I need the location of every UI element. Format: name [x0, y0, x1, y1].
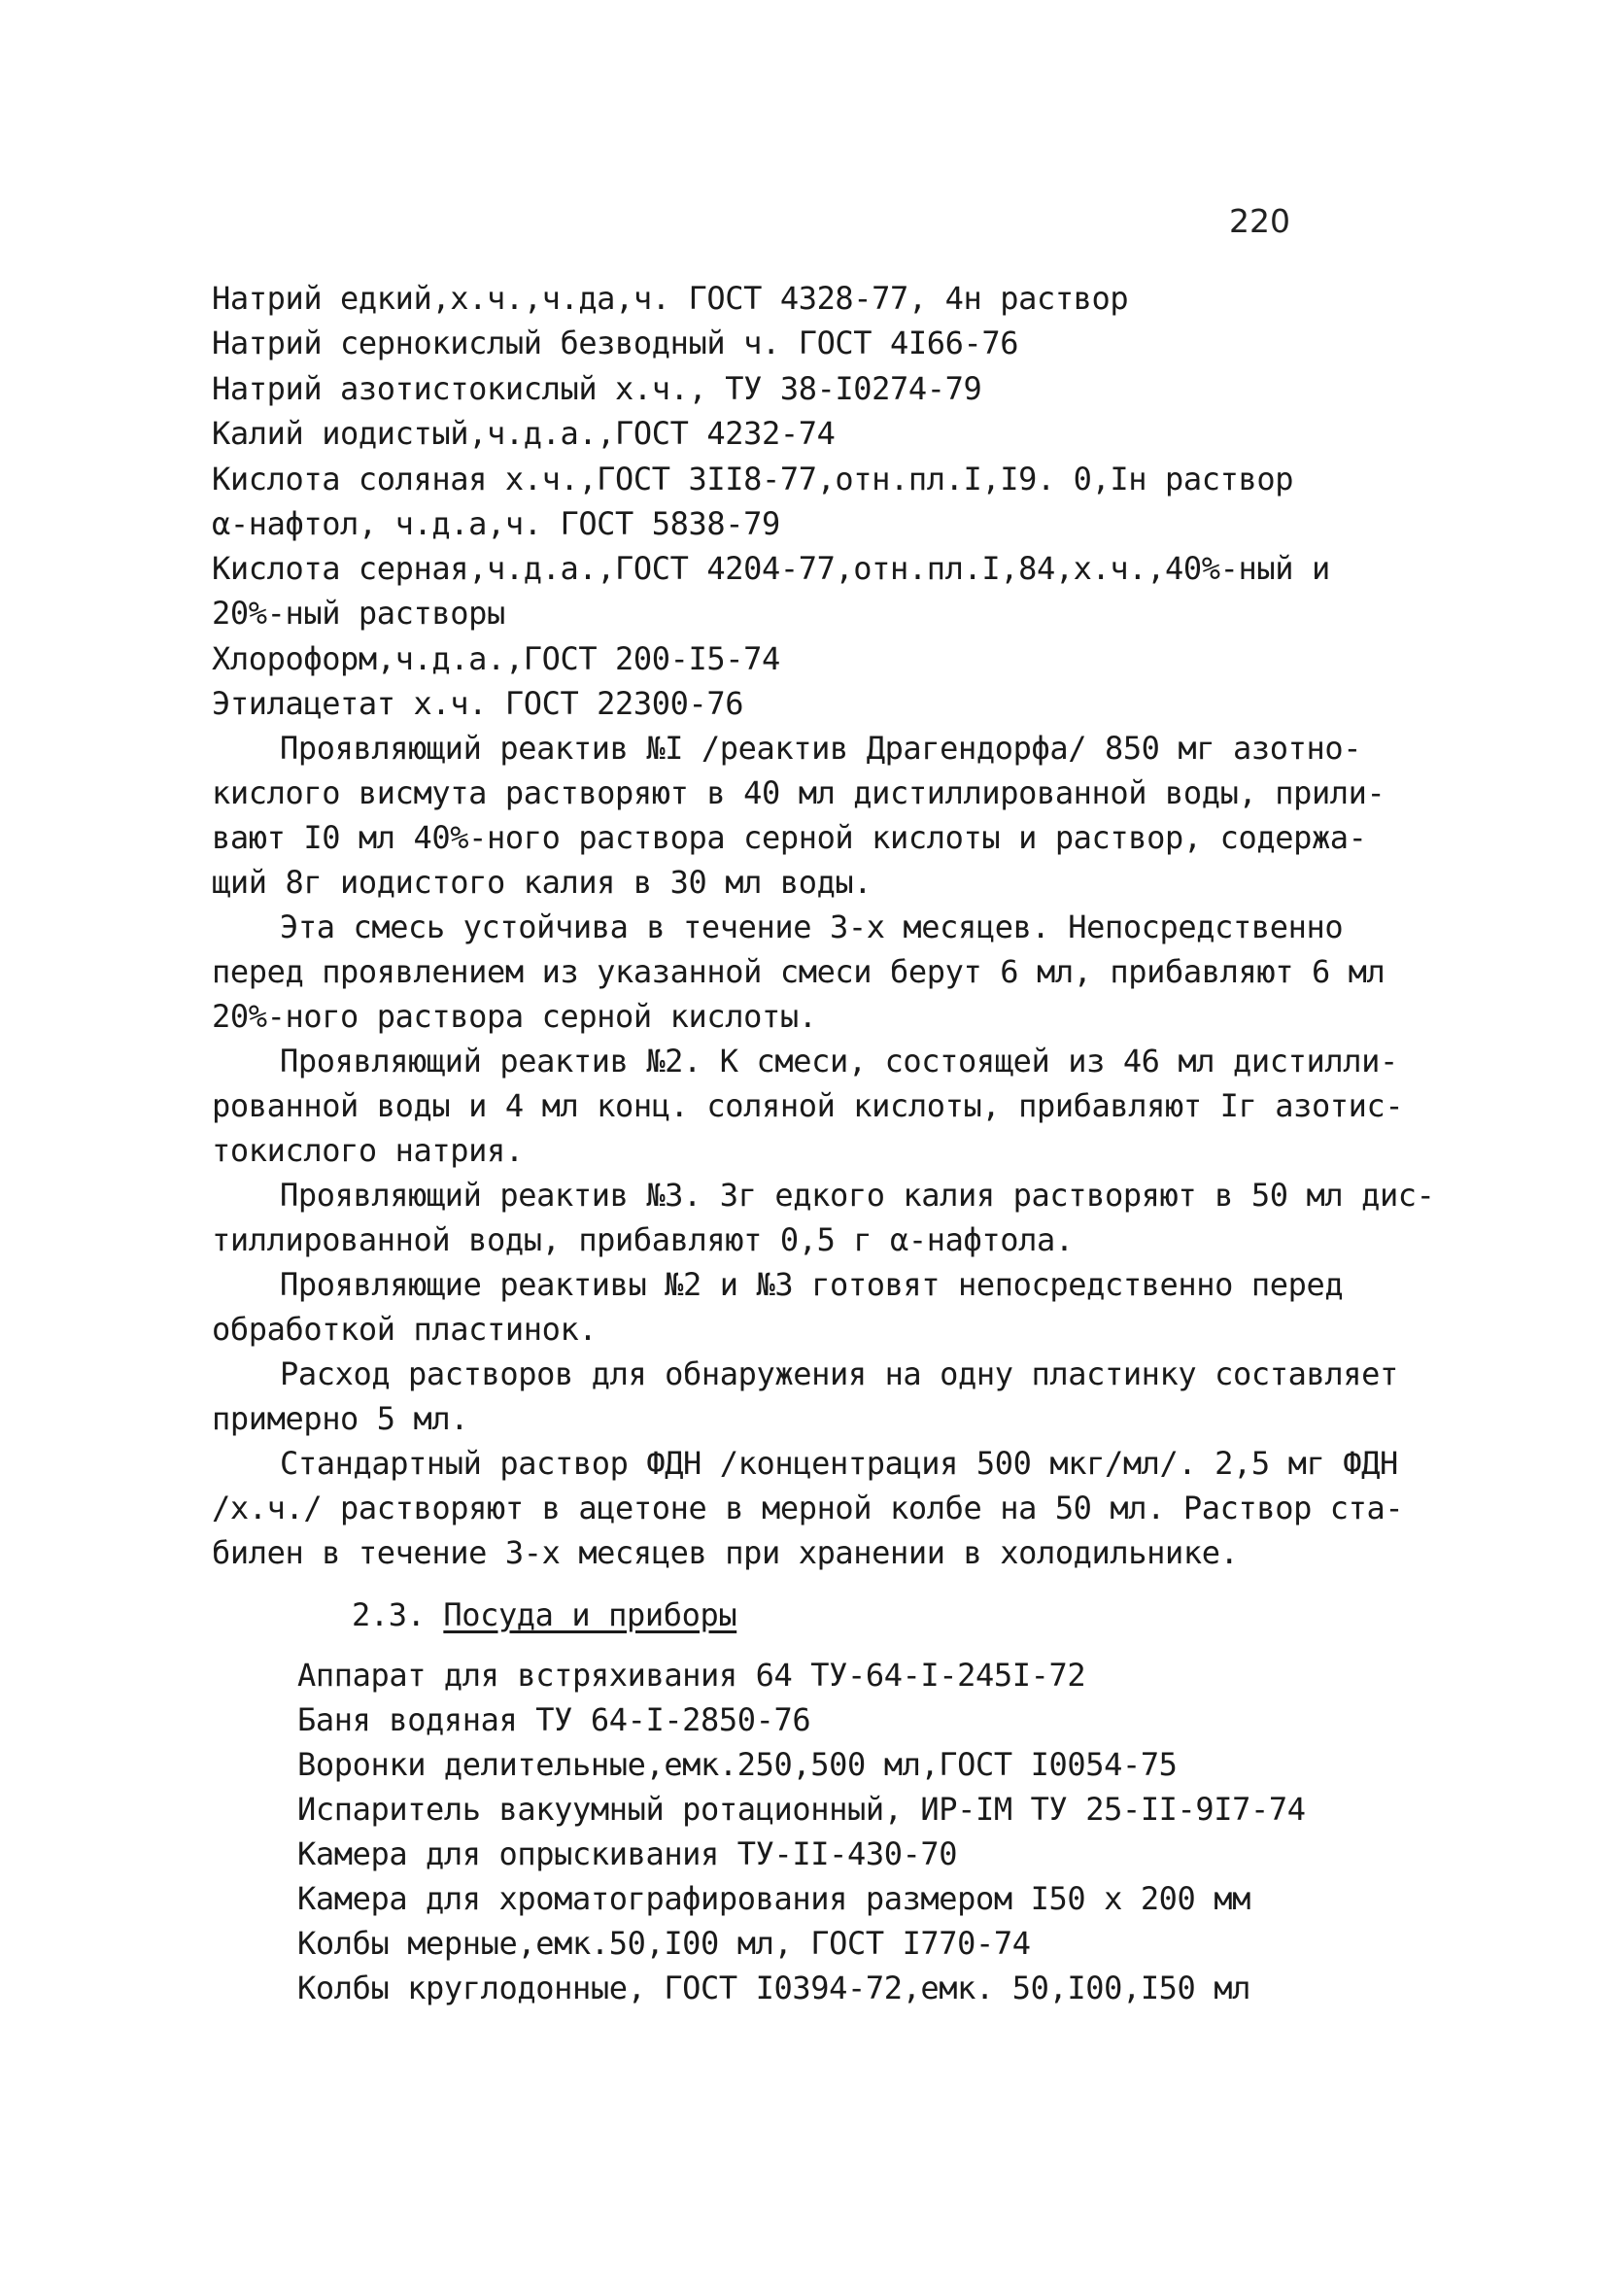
paragraph-line: Проявляющий реактив №I /реактив Драгендорфа/ 850 мг азотно- [280, 730, 1362, 767]
reagent-line: Этилацетат х.ч. ГОСТ 22300-76 [212, 685, 744, 722]
paragraph-line: Эта смесь устойчива в течение 3-х месяцев. Непосредственно [280, 908, 1344, 945]
reagent-line: Кислота серная,ч.д.а.,ГОСТ 4204-77,отн.пл.I,84,х.ч.,40%-ный и [212, 550, 1330, 587]
section-title: Посуда и приборы [443, 1596, 737, 1633]
paragraph-line: перед проявлением из указанной смеси берут 6 мл, прибавляют 6 мл [212, 953, 1386, 990]
paragraph-line: /х.ч./ растворяют в ацетоне в мерной колбе на 50 мл. Раствор ста- [212, 1490, 1404, 1526]
paragraph-line: кислого висмута растворяют в 40 мл дистиллированной воды, прили- [212, 774, 1386, 811]
section-heading [352, 1596, 736, 1633]
page-number: 220 [1229, 202, 1290, 240]
paragraph-line: Проявляющие реактивы №2 и №3 готовят непосредственно перед [280, 1266, 1344, 1303]
equipment-line: Колбы мерные,емк.50,I00 мл, ГОСТ I770-74 [297, 1925, 1031, 1962]
equipment-line: Аппарат для встряхивания 64 ТУ-64-I-245I-72 [297, 1657, 1086, 1694]
reagent-line: Калий иодистый,ч.д.а.,ГОСТ 4232-74 [212, 415, 836, 452]
equipment-line: Воронки делительные,емк.250,500 мл,ГОСТ I0054-75 [297, 1746, 1178, 1783]
reagent-line: Хлороформ,ч.д.а.,ГОСТ 200-I5-74 [212, 640, 780, 677]
paragraph-line: тиллированной воды, прибавляют 0,5 г α-нафтола. [212, 1221, 1074, 1258]
paragraph-line: Стандартный раствор ФДН /концентрация 500 мкг/мл/. 2,5 мг ФДН [280, 1445, 1398, 1482]
paragraph-line: Расход растворов для обнаружения на одну пластинку составляет [280, 1355, 1398, 1392]
paragraph-line: токислого натрия. [212, 1132, 524, 1169]
equipment-line: Колбы круглодонные, ГОСТ I0394-72,емк. 50,I00,I50 мл [297, 1970, 1251, 2006]
paragraph-line: Проявляющий реактив №3. 3г едкого калия растворяют в 50 мл дис- [280, 1177, 1435, 1214]
paragraph-line: вают I0 мл 40%-ного раствора серной кислоты и раствор, содержа- [212, 819, 1367, 856]
equipment-line: Камера для опрыскивания ТУ-II-430-70 [297, 1835, 958, 1872]
reagent-line: α-нафтол, ч.д.а,ч. ГОСТ 5838-79 [212, 505, 780, 542]
equipment-line: Камера для хроматографирования размером I50 x 200 мм [297, 1880, 1251, 1917]
paragraph-line: щий 8г иодистого калия в 30 мл воды. [212, 864, 872, 901]
reagent-line: 20%-ный растворы [212, 595, 505, 632]
paragraph-line: рованной воды и 4 мл конц. соляной кислоты, прибавляют Iг азотис- [212, 1087, 1404, 1124]
paragraph-line: примерно 5 мл. [212, 1400, 469, 1437]
paragraph-line: билен в течение 3-х месяцев при хранении в холодильнике. [212, 1534, 1239, 1571]
equipment-line: Испаритель вакуумный ротационный, ИР-IМ ТУ 25-II-9I7-74 [297, 1791, 1306, 1828]
equipment-line: Баня водяная ТУ 64-I-2850-76 [297, 1701, 811, 1738]
reagent-line: Кислота соляная х.ч.,ГОСТ 3II8-77,отн.пл.I,I9. 0,Iн раствор [212, 461, 1294, 497]
reagent-line: Натрий едкий,х.ч.,ч.да,ч. ГОСТ 4328-77, 4н раствор [212, 280, 1129, 317]
reagent-line: Натрий сернокислый безводный ч. ГОСТ 4I66-76 [212, 325, 1019, 361]
section-number: 2.3. [352, 1596, 426, 1633]
reagent-line: Натрий азотистокислый х.ч., ТУ 38-I0274-79 [212, 370, 982, 407]
paragraph-line: 20%-ного раствора серной кислоты. [212, 998, 817, 1035]
paragraph-line: обработкой пластинок. [212, 1311, 598, 1348]
paragraph-line: Проявляющий реактив №2. К смеси, состоящей из 46 мл дистилли- [280, 1043, 1398, 1079]
